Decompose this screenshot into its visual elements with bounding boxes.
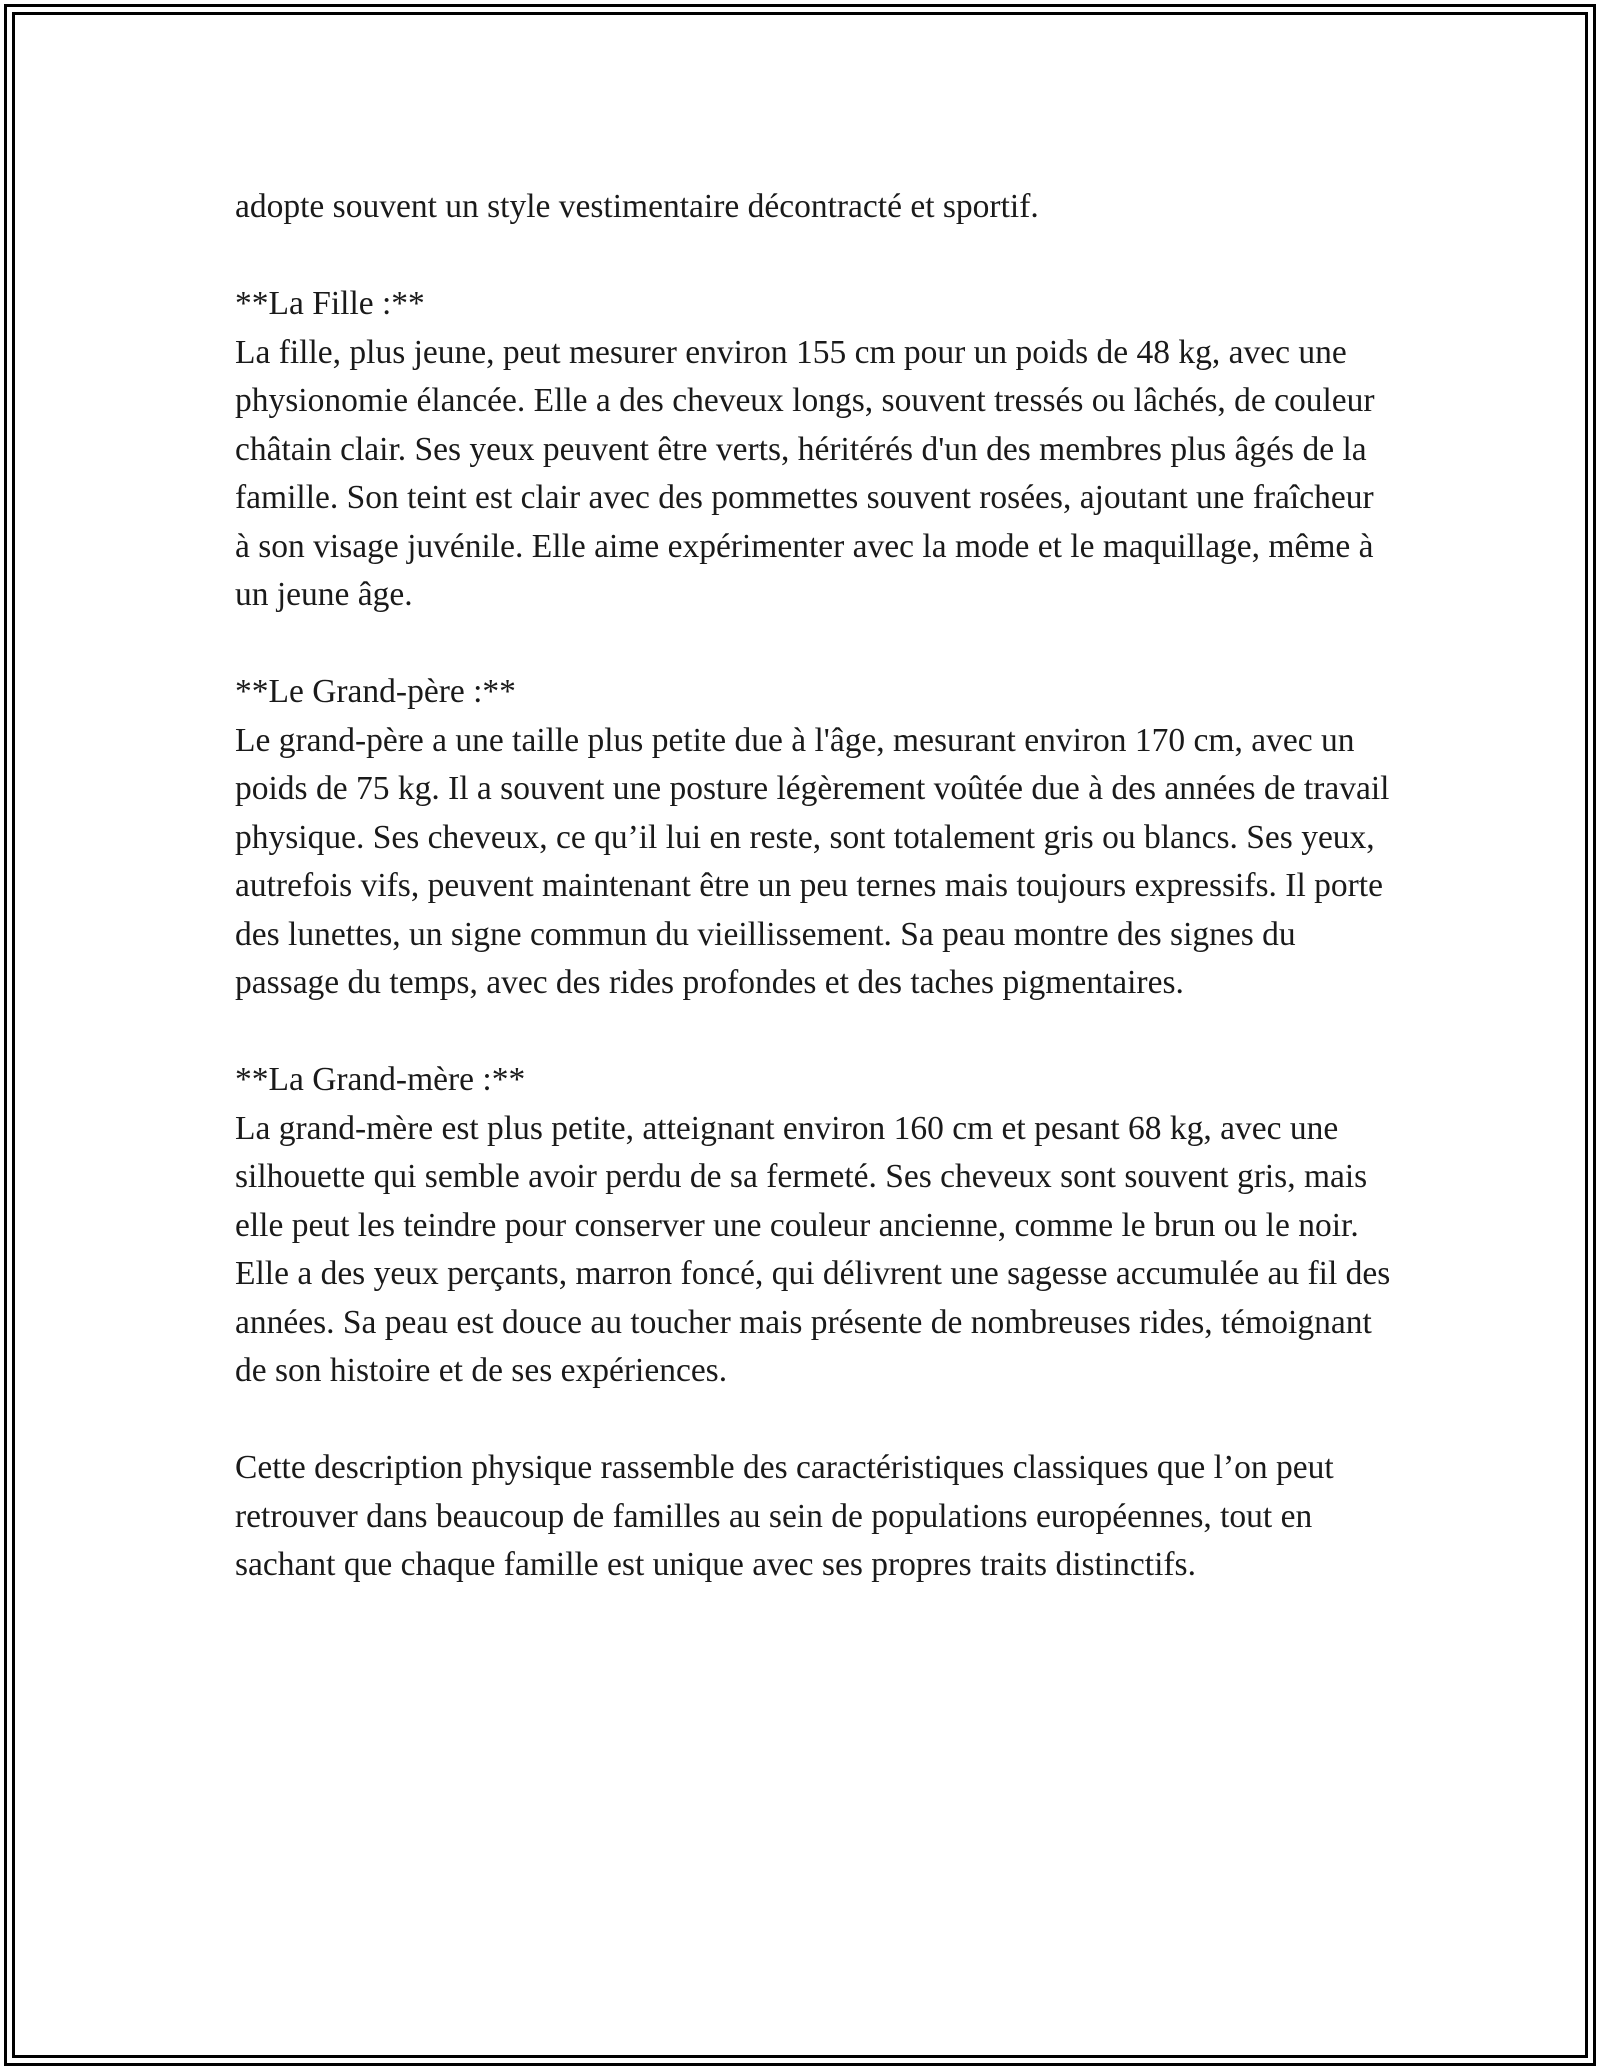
section-heading-grand-mere: **La Grand-mère :** (235, 1061, 526, 1098)
section-body-grand-pere: Le grand-père a une taille plus petite due à l'âge, mesurant environ 170 cm, avec un poids de 75 kg. Il a souvent une posture légèrement voûtée due à des années de travail physique. Ses cheveux, ce qu’il lui en reste, sont totalement gris ou blancs. Ses yeux, autrefois vifs, peuvent maintenant être un peu ternes mais toujours expressifs. Il porte des lunettes, un signe commun du vieillissement. Sa peau montre des signes du passage du temps, avec des rides profondes et des taches pigmentaires. (235, 721, 1390, 1001)
intro-paragraph: adopte souvent un style vestimentaire décontracté et sportif. (235, 188, 1039, 225)
document-body (235, 183, 1395, 1590)
paragraph-gap (235, 1396, 1395, 1445)
conclusion-paragraph: Cette description physique rassemble des caractéristiques classiques que l’on peut retrouver dans beaucoup de familles au sein de populations européennes, tout en sachant que chaque famille est unique avec ses propres traits distinctifs. (235, 1449, 1334, 1583)
section-heading-grand-pere: **Le Grand-père :** (235, 673, 516, 710)
section-heading-fille: **La Fille :** (235, 285, 425, 322)
section-body-fille: La fille, plus jeune, peut mesurer environ 155 cm pour un poids de 48 kg, avec une physionomie élancée. Elle a des cheveux longs, souvent tressés ou lâchés, de couleur châtain clair. Ses yeux peuvent être verts, héritérés d'un des membres plus âgés de la famille. Son teint est clair avec des pommettes souvent rosées, ajoutant une fraîcheur à son visage juvénile. Elle aime expérimenter avec la mode et le maquillage, même à un jeune âge. (235, 333, 1375, 613)
paragraph-gap (235, 620, 1395, 669)
paragraph-gap (235, 232, 1395, 281)
section-body-grand-mere: La grand-mère est plus petite, atteignant environ 160 cm et pesant 68 kg, avec une silhouette qui semble avoir perdu de sa fermeté. Ses cheveux sont souvent gris, mais elle peut les teindre pour conserver une couleur ancienne, comme le brun ou le noir. Elle a des yeux perçants, marron foncé, qui délivrent une sagesse accumulée au fil des années. Sa peau est douce au toucher mais présente de nombreuses rides, témoignant de son histoire et de ses expériences. (235, 1109, 1391, 1389)
paragraph-gap (235, 1008, 1395, 1057)
